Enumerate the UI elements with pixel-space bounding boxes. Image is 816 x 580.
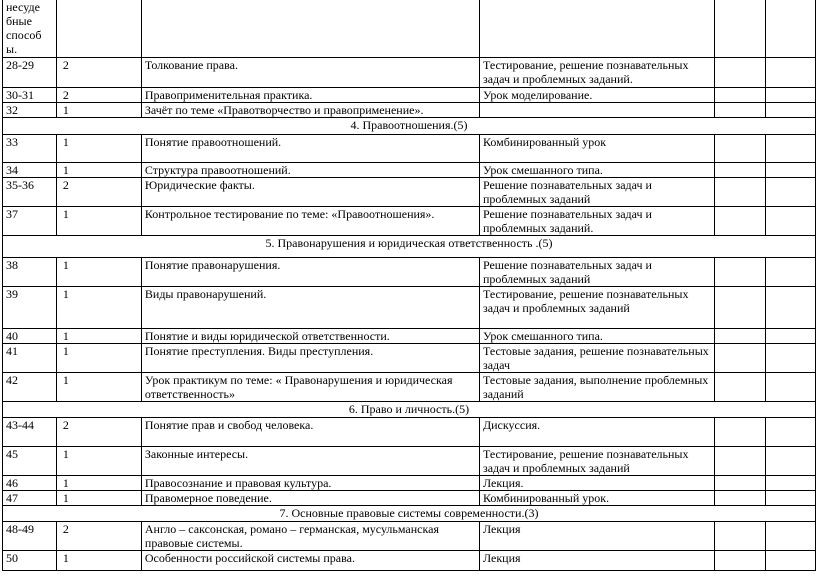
empty-cell	[715, 476, 765, 491]
hours-cell: 1	[56, 135, 141, 163]
form-cell: Тестирование, решение познавательных задач и проблемных заданий	[479, 447, 714, 476]
empty-cell	[765, 476, 815, 491]
form-cell: Решение познавательных задач и проблемных заданий.	[479, 207, 714, 236]
empty-cell	[715, 103, 765, 118]
topic-cell: Структура правоотношений.	[141, 163, 479, 178]
hours-cell: 1	[56, 258, 141, 287]
hours-cell: 1	[56, 491, 141, 506]
lesson-number-cell: 38	[3, 258, 57, 287]
lesson-number-cell: 37	[3, 207, 57, 236]
table-row	[3, 418, 816, 447]
lesson-number-cell: 47	[3, 491, 57, 506]
lesson-number-cell: 40	[3, 329, 57, 344]
hours-cell: 1	[56, 447, 141, 476]
table-row	[3, 329, 816, 344]
empty-cell	[765, 258, 815, 287]
empty-cell	[715, 418, 765, 447]
form-cell: Решение познавательных задач и проблемных заданий	[479, 258, 714, 287]
lesson-number-cell: 43-44	[3, 418, 57, 447]
empty-cell	[715, 287, 765, 329]
hours-cell: 1	[56, 344, 141, 373]
topic-cell: Понятие правоотношений.	[141, 135, 479, 163]
topic-cell: Урок практикум по теме: « Правонарушения и юридическая ответственность»	[141, 373, 479, 402]
empty-cell	[715, 522, 765, 551]
form-cell: Решение познавательных задач и проблемных заданий	[479, 178, 714, 207]
empty-cell	[765, 329, 815, 344]
empty-cell	[715, 344, 765, 373]
empty-cell	[765, 207, 815, 236]
lesson-number-cell: 41	[3, 344, 57, 373]
hours-cell: 2	[56, 58, 141, 88]
form-cell: Тестовые задания, решение познавательных задач	[479, 344, 714, 373]
empty-cell	[765, 551, 815, 571]
form-cell	[479, 103, 714, 118]
topic-cell: Понятие преступления. Виды преступления.	[141, 344, 479, 373]
empty-cell	[765, 58, 815, 88]
table-row	[3, 373, 816, 402]
table-row	[3, 207, 816, 236]
topic-cell: Зачёт по теме «Правотворчество и правоприменение».	[141, 103, 479, 118]
form-cell: Тестовые задания, выполнение проблемных заданий	[479, 373, 714, 402]
table-row	[3, 491, 816, 506]
table-row	[3, 135, 816, 163]
empty-cell	[715, 551, 765, 571]
table-row	[3, 103, 816, 118]
empty-cell	[765, 491, 815, 506]
topic-cell: Правосознание и правовая культура.	[141, 476, 479, 491]
topic-cell: Понятие правонарушения.	[141, 258, 479, 287]
empty-cell	[715, 207, 765, 236]
topic-cell: Юридические факты.	[141, 178, 479, 207]
hours-cell: 2	[56, 88, 141, 103]
table-row	[3, 0, 816, 58]
curriculum-table	[2, 0, 816, 571]
lesson-number-cell: несуде бные способ ы.	[3, 0, 57, 58]
section-header-row	[3, 118, 816, 135]
empty-cell	[715, 58, 765, 88]
table-row	[3, 287, 816, 329]
form-cell: Тестирование, решение познавательных задач и проблемных заданий.	[479, 58, 714, 88]
empty-cell	[765, 88, 815, 103]
empty-cell	[765, 373, 815, 402]
empty-cell	[765, 135, 815, 163]
empty-cell	[715, 258, 765, 287]
topic-cell: Законные интересы.	[141, 447, 479, 476]
empty-cell	[765, 418, 815, 447]
hours-cell: 1	[56, 163, 141, 178]
lesson-number-cell: 33	[3, 135, 57, 163]
empty-cell	[715, 178, 765, 207]
empty-cell	[715, 0, 765, 58]
hours-cell: 1	[56, 287, 141, 329]
lesson-number-cell: 34	[3, 163, 57, 178]
hours-cell: 1	[56, 329, 141, 344]
table-row	[3, 551, 816, 571]
form-cell: Урок смешанного типа.	[479, 163, 714, 178]
empty-cell	[765, 287, 815, 329]
empty-cell	[715, 135, 765, 163]
form-cell: Лекция	[479, 522, 714, 551]
topic-cell: Понятие прав и свобод человека.	[141, 418, 479, 447]
form-cell: Комбинированный урок	[479, 135, 714, 163]
hours-cell: 2	[56, 418, 141, 447]
table-row	[3, 258, 816, 287]
empty-cell	[715, 447, 765, 476]
hours-cell: 1	[56, 207, 141, 236]
hours-cell	[56, 0, 141, 58]
form-cell: Урок смешанного типа.	[479, 329, 714, 344]
topic-cell: Англо – саксонская, романо – германская, мусульманская правовые системы.	[141, 522, 479, 551]
lesson-number-cell: 39	[3, 287, 57, 329]
topic-cell: Понятие и виды юридической ответственности.	[141, 329, 479, 344]
section-header-row	[3, 506, 816, 522]
topic-cell: Правоприменительная практика.	[141, 88, 479, 103]
topic-cell: Правомерное поведение.	[141, 491, 479, 506]
hours-cell: 1	[56, 476, 141, 491]
lesson-number-cell: 32	[3, 103, 57, 118]
lesson-number-cell: 42	[3, 373, 57, 402]
table-row	[3, 447, 816, 476]
table-row	[3, 476, 816, 491]
empty-cell	[715, 373, 765, 402]
section-title: 6. Право и личность.(5)	[3, 402, 816, 418]
empty-cell	[765, 522, 815, 551]
section-title: 7. Основные правовые системы современности.(3)	[3, 506, 816, 522]
empty-cell	[715, 329, 765, 344]
lesson-number-cell: 28-29	[3, 58, 57, 88]
table-row	[3, 58, 816, 88]
topic-cell: Толкование права.	[141, 58, 479, 88]
section-header-row	[3, 236, 816, 258]
hours-cell: 1	[56, 373, 141, 402]
hours-cell: 1	[56, 103, 141, 118]
form-cell: Урок моделирование.	[479, 88, 714, 103]
lesson-number-cell: 46	[3, 476, 57, 491]
section-header-row	[3, 402, 816, 418]
form-cell	[479, 0, 714, 58]
form-cell: Лекция.	[479, 476, 714, 491]
table-row	[3, 522, 816, 551]
empty-cell	[715, 491, 765, 506]
lesson-number-cell: 35-36	[3, 178, 57, 207]
section-title: 4. Правоотношения.(5)	[3, 118, 816, 135]
empty-cell	[765, 447, 815, 476]
topic-cell: Контрольное тестирование по теме: «Правоотношения».	[141, 207, 479, 236]
form-cell: Комбинированный урок.	[479, 491, 714, 506]
hours-cell: 2	[56, 522, 141, 551]
empty-cell	[765, 178, 815, 207]
topic-cell: Особенности российской системы права.	[141, 551, 479, 571]
lesson-number-cell: 50	[3, 551, 57, 571]
empty-cell	[765, 103, 815, 118]
empty-cell	[765, 163, 815, 178]
form-cell: Тестирование, решение познавательных задач и проблемных заданий	[479, 287, 714, 329]
empty-cell	[715, 163, 765, 178]
lesson-number-cell: 30-31	[3, 88, 57, 103]
section-title: 5. Правонарушения и юридическая ответственность .(5)	[3, 236, 816, 258]
empty-cell	[765, 0, 815, 58]
hours-cell: 1	[56, 551, 141, 571]
table-row	[3, 178, 816, 207]
empty-cell	[765, 344, 815, 373]
table-row	[3, 88, 816, 103]
table-row	[3, 163, 816, 178]
form-cell: Дискуссия.	[479, 418, 714, 447]
hours-cell: 2	[56, 178, 141, 207]
topic-cell	[141, 0, 479, 58]
table-row	[3, 344, 816, 373]
lesson-number-cell: 48-49	[3, 522, 57, 551]
empty-cell	[715, 88, 765, 103]
lesson-number-cell: 45	[3, 447, 57, 476]
topic-cell: Виды правонарушений.	[141, 287, 479, 329]
form-cell: Лекция	[479, 551, 714, 571]
